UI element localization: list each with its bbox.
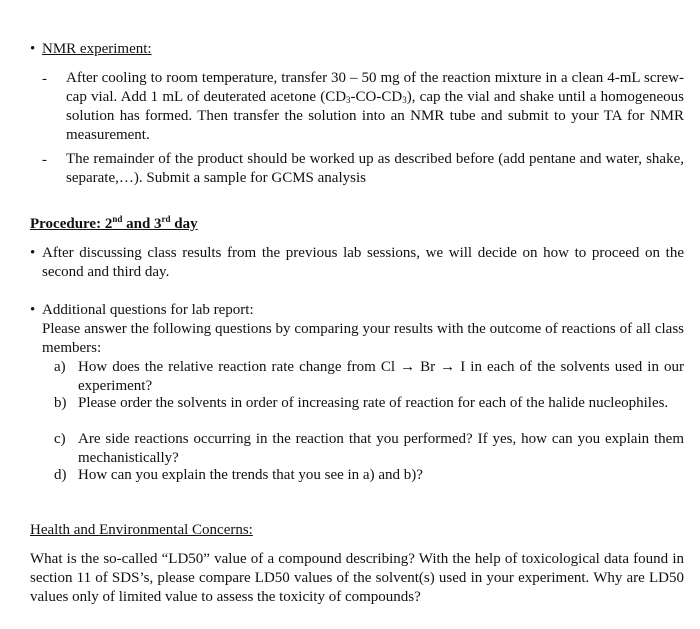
question-b-text: Please order the solvents in order of increasing rate of reaction for each of the halide nucleophiles.: [78, 395, 669, 411]
bullet-icon: •: [30, 41, 36, 57]
bullet-icon: •: [30, 302, 36, 318]
nmr-step-1-part-a: After cooling to room temperature, transfer 30 – 50 mg of the reaction mixture in a clean 4-mL screw-cap vial. Add 1 mL of deuterated acetone (CD: [66, 70, 684, 105]
dash-marker: -: [42, 152, 47, 168]
procedure-heading: [30, 215, 198, 234]
superscript-nd: nd: [112, 214, 123, 224]
procedure-bullet-1: After discussing class results from the previous lab sessions, we will decide on how to proceed on the second and third day.: [42, 245, 684, 280]
procedure-heading-part-a: Procedure: 2: [30, 216, 113, 232]
nmr-step-2: The remainder of the product should be worked up as described before (add pentane and water, shake, separate,…). Submit a sample for GCMS analysis: [66, 151, 684, 186]
question-d-text: How can you explain the trends that you see in a) and b)?: [78, 467, 423, 483]
question-c-label: c): [54, 431, 66, 447]
question-d-label: d): [54, 467, 67, 483]
procedure-heading-part-c: day: [170, 216, 198, 232]
superscript-rd: rd: [161, 214, 171, 224]
question-c-text: Are side reactions occurring in the reaction that you performed? If yes, how can you explain them mechanistically?: [78, 431, 684, 466]
procedure-bullet-2-intro: Please answer the following questions by comparing your results with the outcome of reactions of all class members:: [42, 321, 684, 356]
procedure-heading-part-b: and 3: [122, 216, 162, 232]
health-text: What is the so-called “LD50” value of a compound describing? With the help of toxicological data found in section 11 of SDS’s, please compare LD50 values of the solvent(s) used in your experiment. Why are LD50 values only of limited value to assess the toxicity of compounds?: [30, 551, 684, 605]
nmr-heading: NMR experiment:: [42, 41, 152, 57]
nmr-step-1: [66, 69, 684, 145]
question-a-text: How does the relative reaction rate change from Cl → Br → I in each of the solvents used in our experiment?: [78, 359, 684, 394]
nmr-step-1-part-c: ), cap the vial and shake until a homogeneous solution has formed. Then transfer the solution into an NMR tube and submit to your TA for NMR measurement.: [66, 89, 684, 143]
question-a-label: a): [54, 359, 66, 375]
subscript-3: 3: [346, 95, 351, 105]
health-heading: Health and Environmental Concerns:: [30, 522, 253, 538]
bullet-icon: •: [30, 245, 36, 261]
subscript-3: 3: [402, 95, 407, 105]
procedure-bullet-2-title: Additional questions for lab report:: [42, 302, 254, 318]
question-b-label: b): [54, 395, 67, 411]
nmr-step-1-part-b: -CO-CD: [350, 89, 403, 105]
dash-marker: -: [42, 71, 47, 87]
